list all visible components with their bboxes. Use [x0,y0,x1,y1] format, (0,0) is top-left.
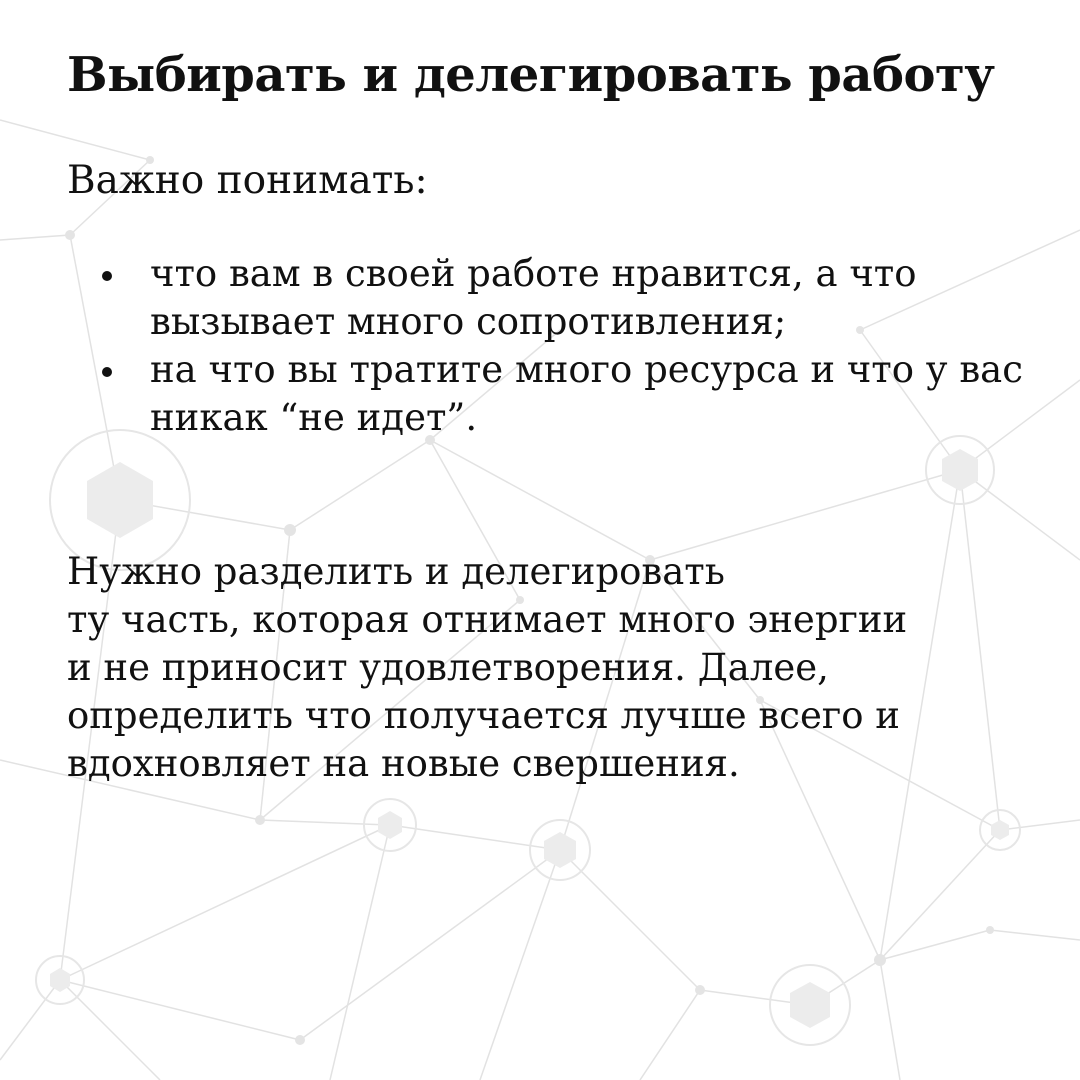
paragraph-line: вдохновляет на новые свершения. [67,742,740,785]
bullet-icon [102,367,112,377]
list-item-text: что вам в своей работе нравится, а что вызывает много сопротивления; [150,252,917,343]
paragraph-line: ту часть, которая отнимает много энергии [67,598,908,641]
paragraph-line: определить что получается лучше всего и [67,694,900,737]
body-paragraph [67,548,1047,788]
list-item [67,346,1027,442]
paragraph-line: и не приносит удовлетворения. Далее, [67,646,829,689]
page-title: Выбирать и делегировать работу [67,47,995,103]
list-item-text: на что вы тратите много ресурса и что у вас никак “не идет”. [150,348,1023,439]
bullet-icon [102,271,112,281]
bullet-list [67,250,1027,442]
lead-text: Важно понимать: [67,158,428,203]
list-item [67,250,1027,346]
paragraph-line: Нужно разделить и делегировать [67,550,725,593]
